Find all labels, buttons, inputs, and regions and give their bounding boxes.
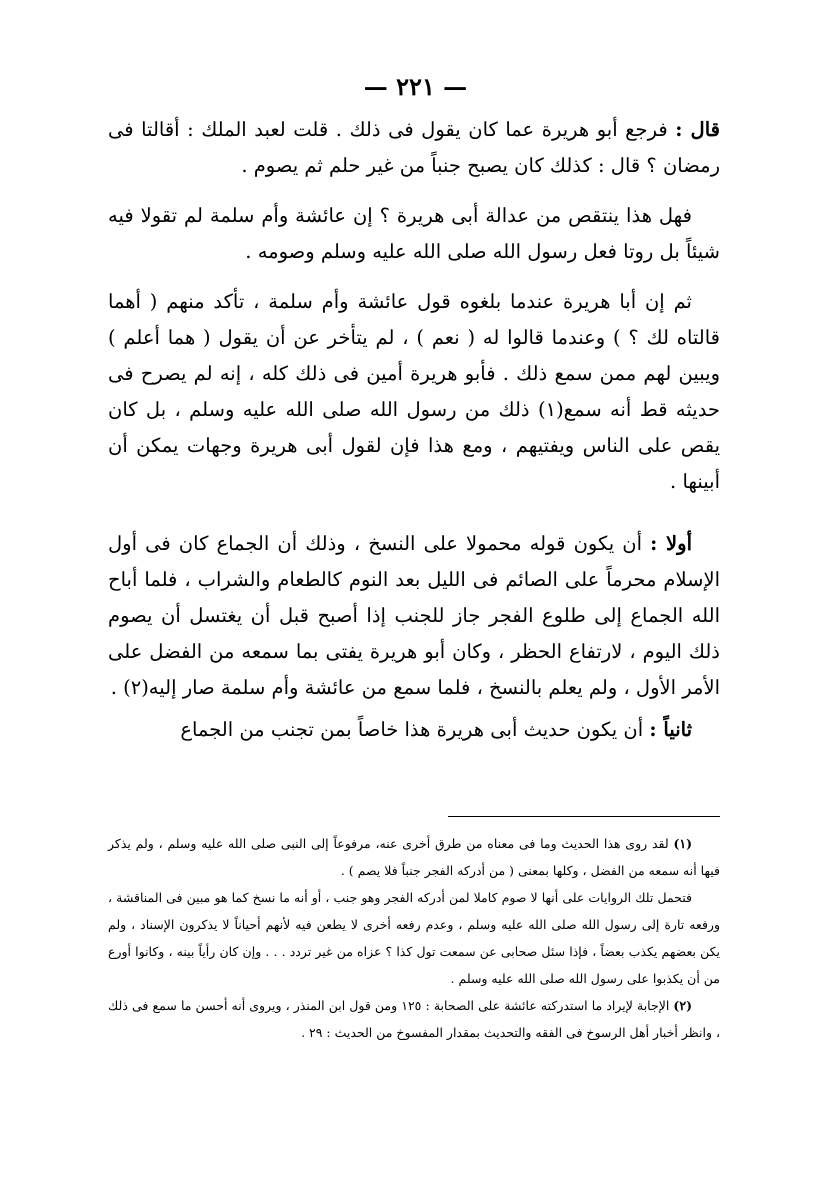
paragraph-text: فرجع أبو هريرة عما كان يقول فى ذلك . قلت لعبد الملك : أقالتا فى رمضان ؟ قال : كذلك كان يصبح جنباً من غير حلم ثم يصوم . — [108, 118, 720, 177]
page-number: — ٢٢١ — — [363, 72, 468, 101]
main-text — [108, 112, 720, 754]
footnote-1 — [108, 830, 720, 884]
paragraph-lead: أولا : — [650, 532, 693, 555]
footnote-text: فتحمل تلك الروايات على أنها لا صوم كاملا لمن أدركه الفجر وهو جنب ، أو أنه ما نسخ كما هو مبين فى المناقشة ، ورفعه تارة إلى رسول الله صلى الله عليه وسلم ، وعدم رفعه أخرى لا يطعن فيه لأنهم أحياناً لا يذكرون الإسناد ، ولم يكن بعضهم يكذب بعضاً ، فإذا سئل صحابى عن سمعت تول كذا ؟ عزاه من غير تردد . . . وإن كان رأياً بينه ، وكانوا أورع من أن يكذبوا على رسول الله صلى الله عليه وسلم . — [108, 890, 720, 986]
paragraph-text: أن يكون حديث أبى هريرة هذا خاصاً بمن تجنب من الجماع — [180, 718, 644, 741]
paragraph-text: ثم إن أبا هريرة عندما بلغوه قول عائشة وأم سلمة ، تأكد منهم ( أهما قالتاه لك ؟ ) وعندما قالوا له ( نعم ) ، لم يتأخر عن أن يقول ( هما أعلم ) ويبين لهم ممن سمع ذلك . فأبو هريرة أمين فى ذلك كله ، إنه لم يصرح فى حديثه قط أنه سمع(١) ذلك من رسول الله صلى الله عليه وسلم ، بل كان يقص على الناس ويفتيهم ، ومع هذا فإن لقول أبى هريرة وجهات يمكن أن أبينها . — [108, 290, 720, 493]
paragraph-lead: ثانياً : — [649, 718, 692, 741]
paragraph-3 — [108, 284, 720, 500]
footnote-text: لقد روى هذا الحديث وما فى معناه من طرق أخرى عنه، مرفوعاً إلى النبى صلى الله عليه وسلم ، ولم يذكر فيها أنه سمعه من الفضل ، وكلها بمعنى ( من أدركه الفجر جنباً فلا يصم ) . — [108, 836, 720, 878]
footnotes — [108, 830, 720, 1046]
paragraph-2 — [108, 198, 720, 270]
paragraph-text: أن يكون قوله محمولا على النسخ ، وذلك أن الجماع كان فى أول الإسلام محرماً على الصائم فى الليل بعد النوم كالطعام والشراب ، فلما أباح الله الجماع إلى طلوع الفجر جاز للجنب إذا أصبح قبل أن يغتسل أن يصوم ذلك اليوم ، لارتفاع الحظر ، وكان أبو هريرة يفتى بما سمعه من الفضل على الأمر الأول ، ولم يعلم بالنسخ ، فلما سمع من عائشة وأم سلمة صار إليه(٢) . — [108, 532, 720, 699]
paragraph-lead: قال : — [675, 118, 720, 141]
footnote-1-continued — [108, 884, 720, 992]
footnote-marker: (١) — [673, 836, 692, 851]
paragraph-1 — [108, 112, 720, 184]
paragraph-text: فهل هذا ينتقص من عدالة أبى هريرة ؟ إن عائشة وأم سلمة لم تقولا فيه شيئاً بل روتا فعل رسول الله صلى الله عليه وسلم وصومه . — [108, 204, 720, 263]
paragraph-5 — [108, 712, 720, 748]
paragraph-4 — [108, 526, 720, 706]
footnote-2 — [108, 992, 720, 1046]
footnote-text: الإجابة لإيراد ما استدركته عائشة على الصحابة : ١٢٥ ومن قول ابن المنذر ، ويروى أنه أحسن ما سمع فى ذلك ، وانظر أخبار أهل الرسوخ فى الفقه والتحديث بمقدار المفسوخ من الحديث : ٢٩ . — [108, 998, 720, 1040]
footnote-marker: (٢) — [673, 998, 692, 1013]
footnote-divider — [448, 816, 720, 817]
